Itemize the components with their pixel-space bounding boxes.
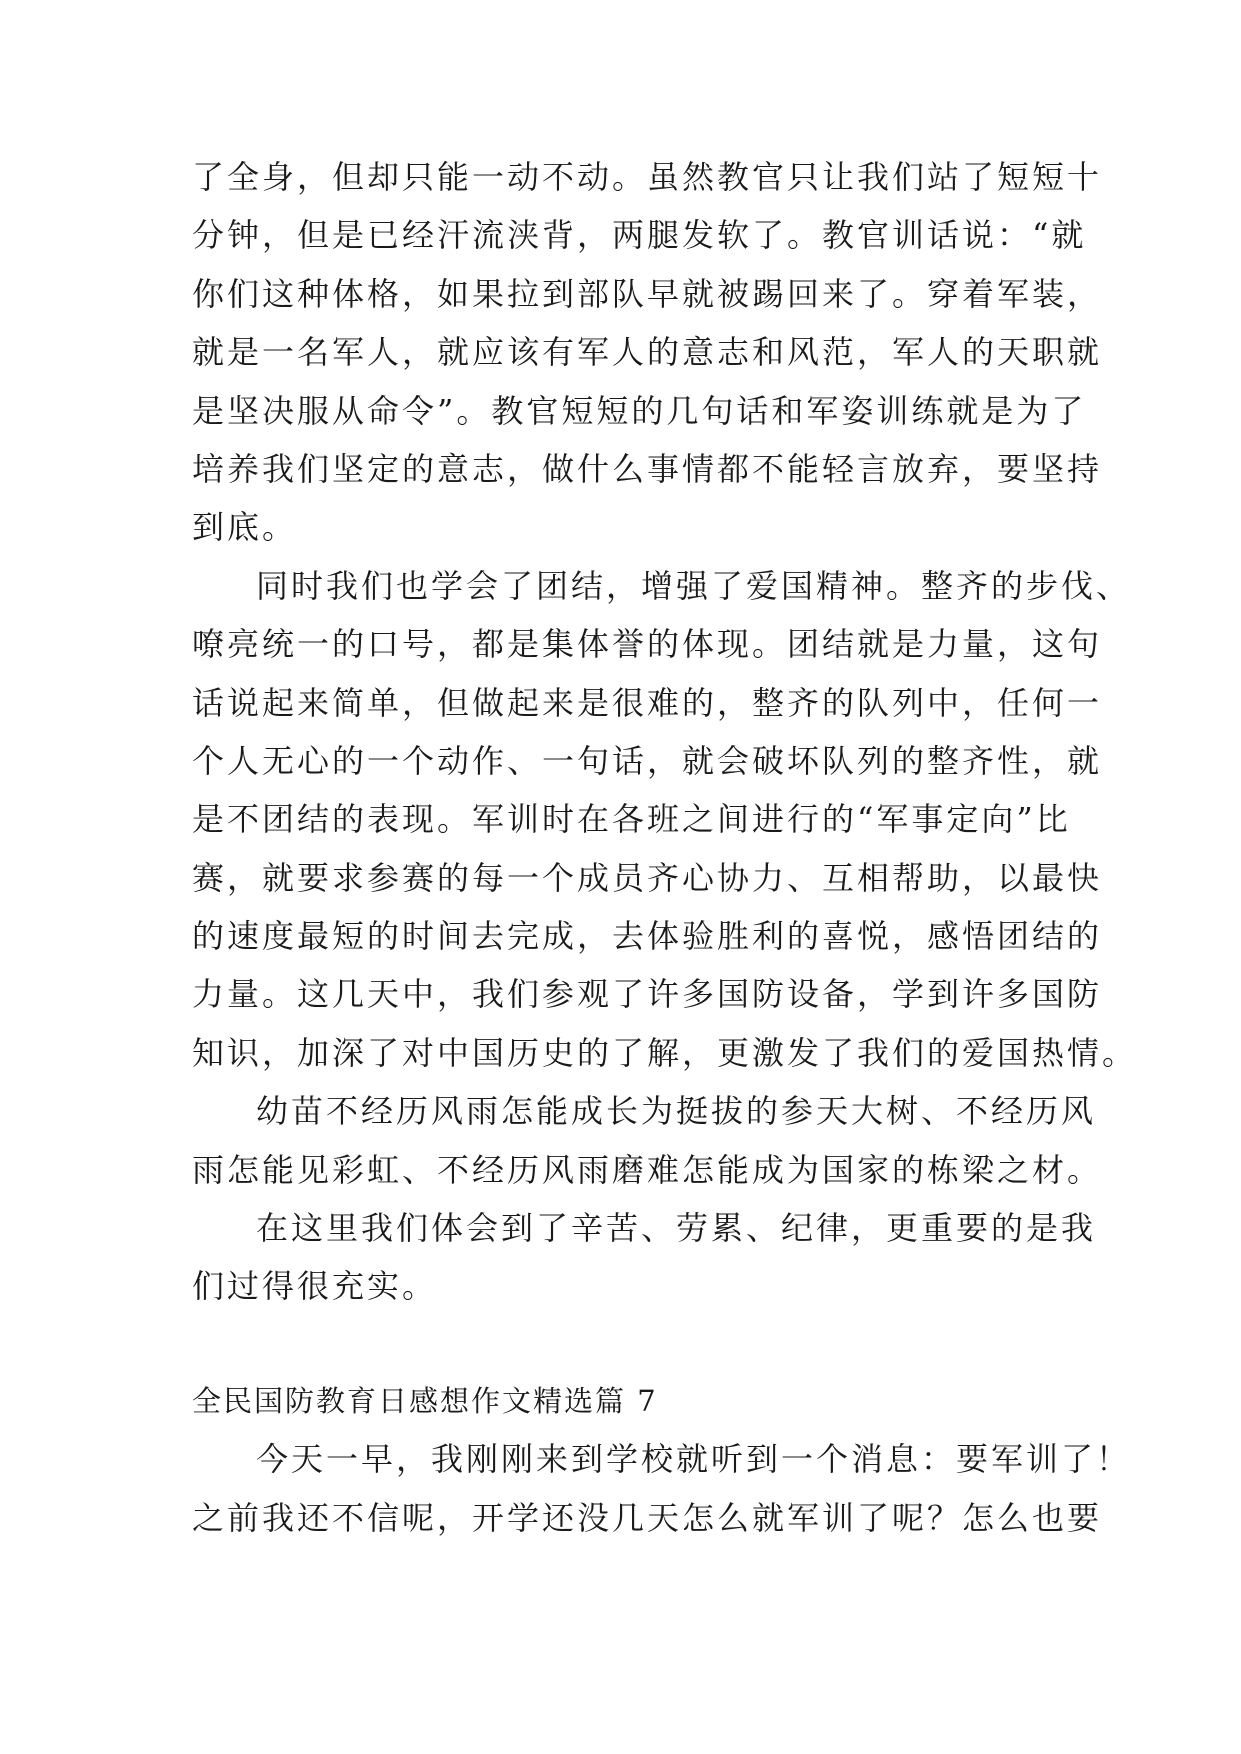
text-line: 的速度最短的时间去完成，去体验胜利的喜悦，感悟团结的 (192, 917, 1103, 956)
section-gap (192, 1316, 1060, 1372)
text-line: 培养我们坚定的意志，做什么事情都不能轻言放弃，要坚持 (192, 449, 1103, 488)
text-line: 之前我还不信呢，开学还没几天怎么就军训了呢？怎么也要 (192, 1498, 1103, 1537)
text-line: 同时我们也学会了团结，增强了爱国精神。整齐的步伐、 (256, 566, 1132, 605)
text-line: 雨怎能见彩虹、不经历风雨磨难怎能成为国家的栋梁之材。 (192, 1150, 1103, 1189)
text-line: 到底。 (192, 508, 298, 547)
text-line: 了全身，但却只能一动不动。虽然教官只让我们站了短短十 (192, 158, 1103, 196)
text-line: 们过得很充实。 (192, 1267, 438, 1306)
text-line: 是不团结的表现。军训时在各班之间进行的“军事定向”比 (192, 800, 1071, 839)
paragraph-3 (192, 1082, 1103, 1199)
text-line: 知识，加深了对中国历史的了解，更激发了我们的爱国热情。 (192, 1033, 1138, 1072)
text-line: 分钟，但是已经汗流浃背，两腿发软了。教官训话说：“就 (192, 216, 1087, 255)
text-line: 赛，就要求参赛的每一个成员齐心协力、互相帮助，以最快 (192, 858, 1103, 897)
text-line: 嘹亮统一的口号，都是集体誉的体现。团结就是力量，这句 (192, 625, 1103, 664)
text-line: 在这里我们体会到了辛苦、劳累、纪律，更重要的是我 (256, 1209, 1097, 1248)
text-line: 个人无心的一个动作、一句话，就会破坏队列的整齐性，就 (192, 741, 1103, 780)
paragraph-1 (192, 148, 1103, 557)
text-line: 力量。这几天中，我们参观了许多国防设备，学到许多国防 (192, 975, 1103, 1014)
paragraph-5 (192, 1430, 1132, 1547)
text-line: 幼苗不经历风雨怎能成长为挺拔的参天大树、不经历风 (256, 1092, 1097, 1131)
text-line: 就是一名军人，就应该有军人的意志和风范，军人的天职就 (192, 333, 1103, 372)
paragraph-4 (192, 1199, 1097, 1316)
paragraph-2 (192, 557, 1138, 1083)
text-line: 今天一早，我刚刚来到学校就听到一个消息：要军训了！ (256, 1440, 1132, 1479)
text-line: 你们这种体格，如果拉到部队早就被踢回来了。穿着军装， (192, 274, 1103, 313)
text-line: 话说起来简单，但做起来是很难的，整齐的队列中，任何一 (192, 683, 1103, 722)
section-title: 全民国防教育日感想作文精选篇 7 (192, 1383, 658, 1418)
text-line: 是坚决服从命令”。教官短短的几句话和军姿训练就是为了 (192, 391, 1087, 430)
document-body (192, 148, 1138, 1547)
